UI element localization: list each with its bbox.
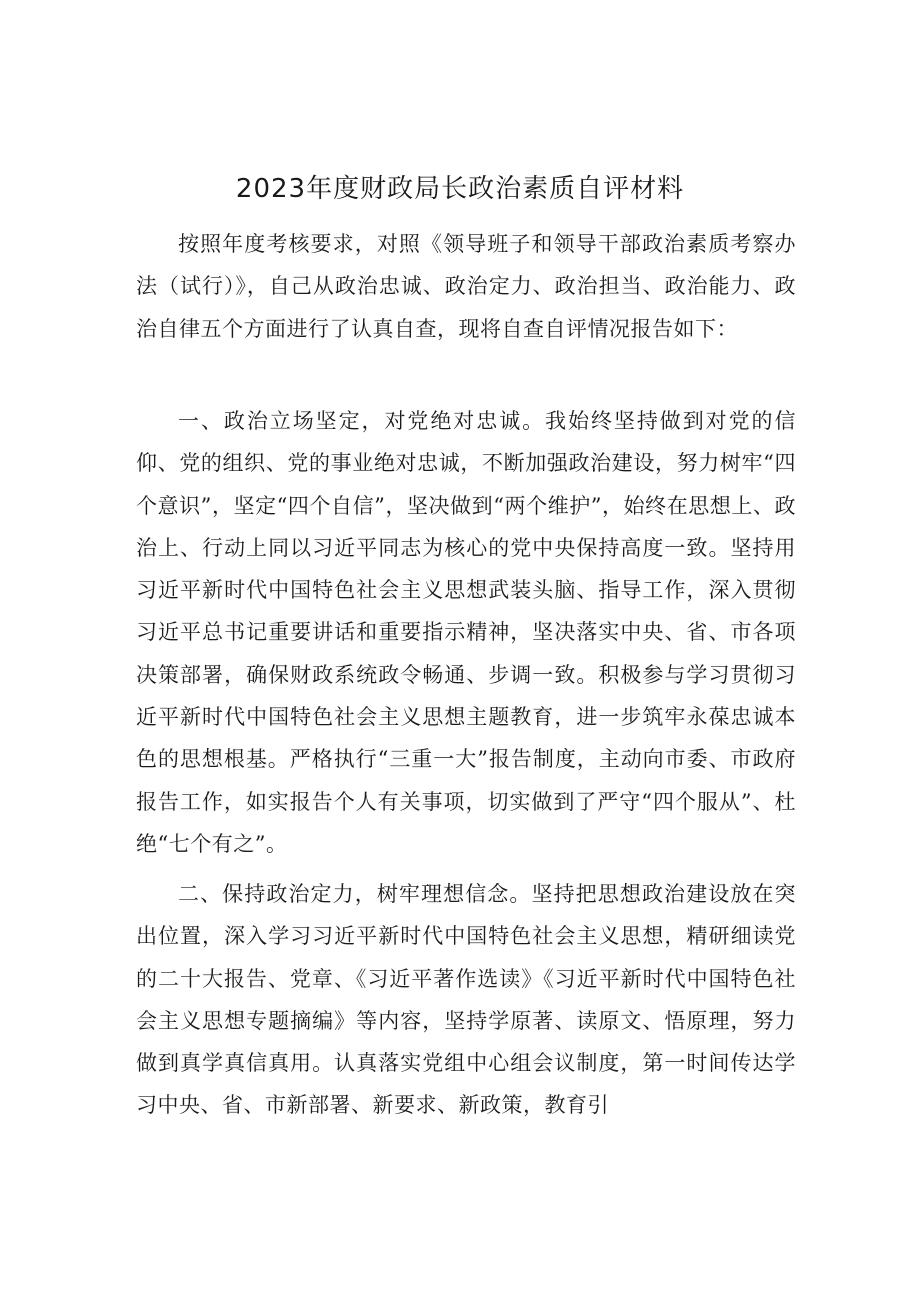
paragraph-section-two: 二、保持政治定力，树牢理想信念。坚持把思想政治建设放在突出位置，深入学习习近平新时代中国特色社会主义思想，精研细读党的二十大报告、党章、《习近平著作选读》《习近平新时代中国特色社会主义思想专题摘编》等内容，坚持学原著、读原文、悟原理，努力做到真学真信真用。认真落实党组中心组会议制度，第一时间传达学习中央、省、市新部署、新要求、新政策，教育引 <box>136 882 796 1118</box>
paragraph-intro: 按照年度考核要求，对照《领导班子和领导干部政治素质考察办法（试行）》，自己从政治忠诚、政治定力、政治担当、政治能力、政治自律五个方面进行了认真自查，现将自查自评情况报告如下： <box>136 232 796 341</box>
paragraph-section-one: 一、政治立场坚定，对党绝对忠诚。我始终坚持做到对党的信仰、党的组织、党的事业绝对忠诚，不断加强政治建设，努力树牢“四个意识”，坚定“四个自信”，坚决做到“两个维护”，始终在思想上、政治上、行动上同以习近平同志为核心的党中央保持高度一致。坚持用习近平新时代中国特色社会主义思想武装头脑、指导工作，深入贯彻习近平总书记重要讲话和重要指示精神，坚决落实中央、省、市各项决策部署，确保财政系统政令畅通、步调一致。积极参与学习贯彻习近平新时代中国特色社会主义思想主题教育，进一步筑牢永葆忠诚本色的思想根基。严格执行“三重一大”报告制度，主动向市委、市政府报告工作，如实报告个人有关事项，切实做到了严守“四个服从”、杜绝“七个有之”。 <box>136 409 796 856</box>
document-title: 2023年度财政局长政治素质自评材料 <box>235 174 685 204</box>
